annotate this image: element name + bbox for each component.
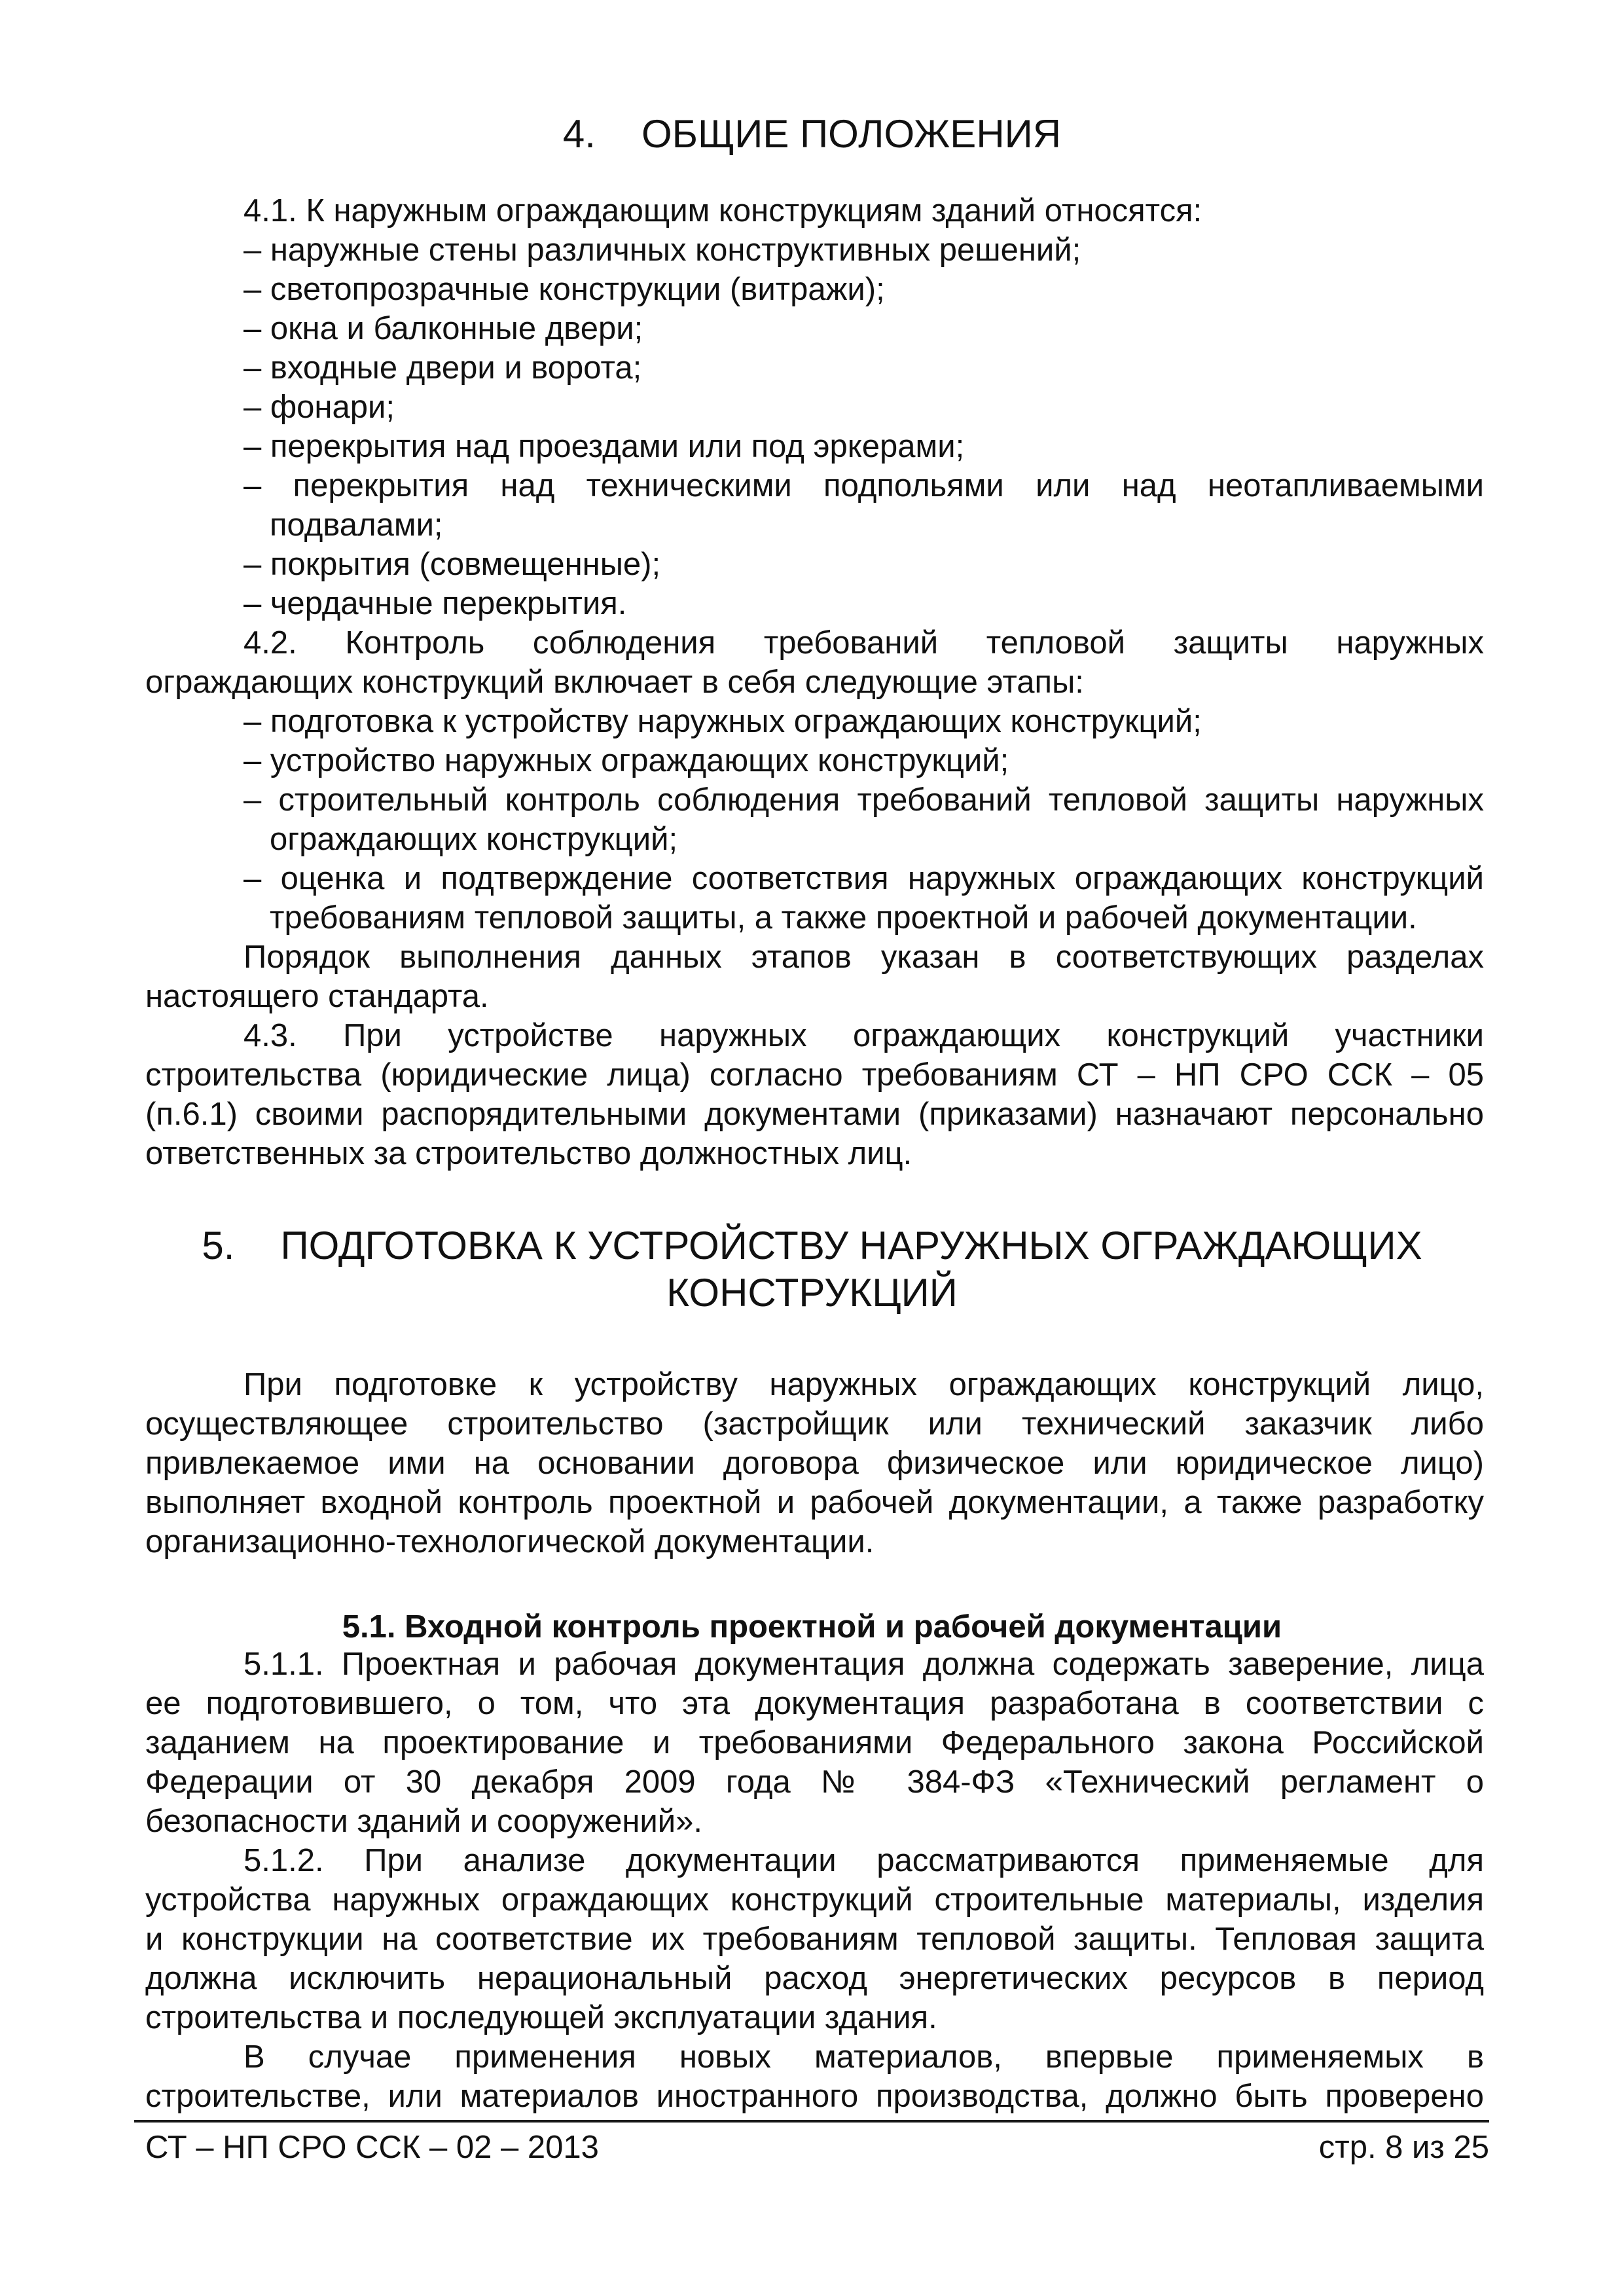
section-4-number: 4. (562, 112, 596, 156)
subsection-5-1-title: 5.1. Входной контроль проектной и рабочей документации (342, 1609, 1282, 1645)
list-item: – светопрозрачные конструкции (витражи); (244, 272, 885, 307)
footer-doc-code: СТ – НП СРО ССК – 02 – 2013 (145, 2130, 599, 2165)
list-item: – подготовка к устройству наружных ограждающих конструкций; (244, 704, 1202, 739)
list-item: – покрытия (совмещенные); (244, 547, 661, 582)
paragraph-line: привлекаемое ими на основании договора физическое или юридическое лицо) (145, 1446, 1484, 1481)
paragraph-line: устройства наружных ограждающих конструкций строительные материалы, изделия (145, 1882, 1484, 1918)
paragraph-5-1-2: 5.1.2. При анализе документации рассматриваются применяемые для (244, 1843, 1484, 1878)
paragraph-4-3: 4.3. При устройстве наружных ограждающих конструкций участники (244, 1018, 1484, 1053)
paragraph-line: организационно-технологической документации. (145, 1524, 875, 1559)
paragraph-5-1-1: 5.1.1. Проектная и рабочая документация должна содержать заверение, лица (244, 1647, 1484, 1682)
paragraph-line: осуществляющее строительство (застройщик или технический заказчик либо (145, 1406, 1484, 1442)
footer-page-number: стр. 8 из 25 (1318, 2130, 1489, 2165)
list-item: – наружные стены различных конструктивных решений; (244, 232, 1081, 268)
paragraph-line: выполняет входной контроль проектной и рабочей документации, а также разработку (145, 1485, 1484, 1520)
paragraph-line: строительстве, или материалов иностранного производства, должно быть проверено (145, 2079, 1484, 2114)
section-5-title-line-2: КОНСТРУКЦИЙ (666, 1271, 958, 1315)
paragraph-4-1: 4.1. К наружным ограждающим конструкциям зданий относятся: (244, 193, 1202, 228)
paragraph-4-2: 4.2. Контроль соблюдения требований тепловой защиты наружных (244, 625, 1484, 661)
list-item-continuation: ограждающих конструкций; (270, 822, 678, 857)
list-item-continuation: требованиям тепловой защиты, а также проектной и рабочей документации. (270, 900, 1417, 936)
section-5-heading (0, 1222, 1624, 1270)
list-item: – перекрытия над техническими подпольями или над неотапливаемыми (244, 468, 1484, 503)
paragraph-line: (п.6.1) своими распорядительными документами (приказами) назначают персонально (145, 1097, 1484, 1132)
paragraph-line: Федерации от 30 декабря 2009 года № 384-ФЗ «Технический регламент о (145, 1764, 1484, 1800)
paragraph-line: В случае применения новых материалов, впервые применяемых в (244, 2039, 1484, 2075)
list-item: – чердачные перекрытия. (244, 586, 627, 621)
list-item-continuation: подвалами; (270, 507, 443, 543)
list-item: – оценка и подтверждение соответствия наружных ограждающих конструкций (244, 861, 1484, 896)
paragraph-line: ограждающих конструкций включает в себя следующие этапы: (145, 665, 1084, 700)
section-5-title-line-1: ПОДГОТОВКА К УСТРОЙСТВУ НАРУЖНЫХ ОГРАЖДАЮЩИХ (280, 1224, 1422, 1267)
paragraph-line: заданием на проектирование и требованиями Федерального закона Российской (145, 1725, 1484, 1760)
paragraph-line: безопасности зданий и сооружений». (145, 1804, 703, 1839)
paragraph-line: ее подготовившего, о том, что эта документация разработана в соответствии с (145, 1686, 1484, 1721)
list-item: – строительный контроль соблюдения требований тепловой защиты наружных (244, 782, 1484, 818)
paragraph-line: должна исключить нерациональный расход энергетических ресурсов в период (145, 1961, 1484, 1996)
list-item: – фонари; (244, 390, 395, 425)
list-item: – устройство наружных ограждающих конструкций; (244, 743, 1009, 778)
paragraph-line: настоящего стандарта. (145, 979, 489, 1014)
paragraph-line: При подготовке к устройству наружных ограждающих конструкций лицо, (244, 1367, 1484, 1402)
section-4-heading (0, 110, 1624, 158)
list-item: – перекрытия над проездами или под эркерами; (244, 429, 965, 464)
footer-divider (134, 2120, 1489, 2123)
section-5-number: 5. (202, 1224, 235, 1267)
paragraph-line: строительства и последующей эксплуатации здания. (145, 2000, 937, 2035)
list-item: – окна и балконные двери; (244, 311, 643, 346)
paragraph-line: ответственных за строительство должностных лиц. (145, 1136, 912, 1171)
paragraph-line: и конструкции на соответствие их требованиям тепловой защиты. Тепловая защита (145, 1922, 1484, 1957)
paragraph-line: Порядок выполнения данных этапов указан в соответствующих разделах (244, 939, 1484, 975)
section-4-title: ОБЩИЕ ПОЛОЖЕНИЯ (641, 112, 1062, 156)
list-item: – входные двери и ворота; (244, 350, 642, 386)
paragraph-line: строительства (юридические лица) согласно требованиям СТ – НП СРО ССК – 05 (145, 1057, 1484, 1093)
